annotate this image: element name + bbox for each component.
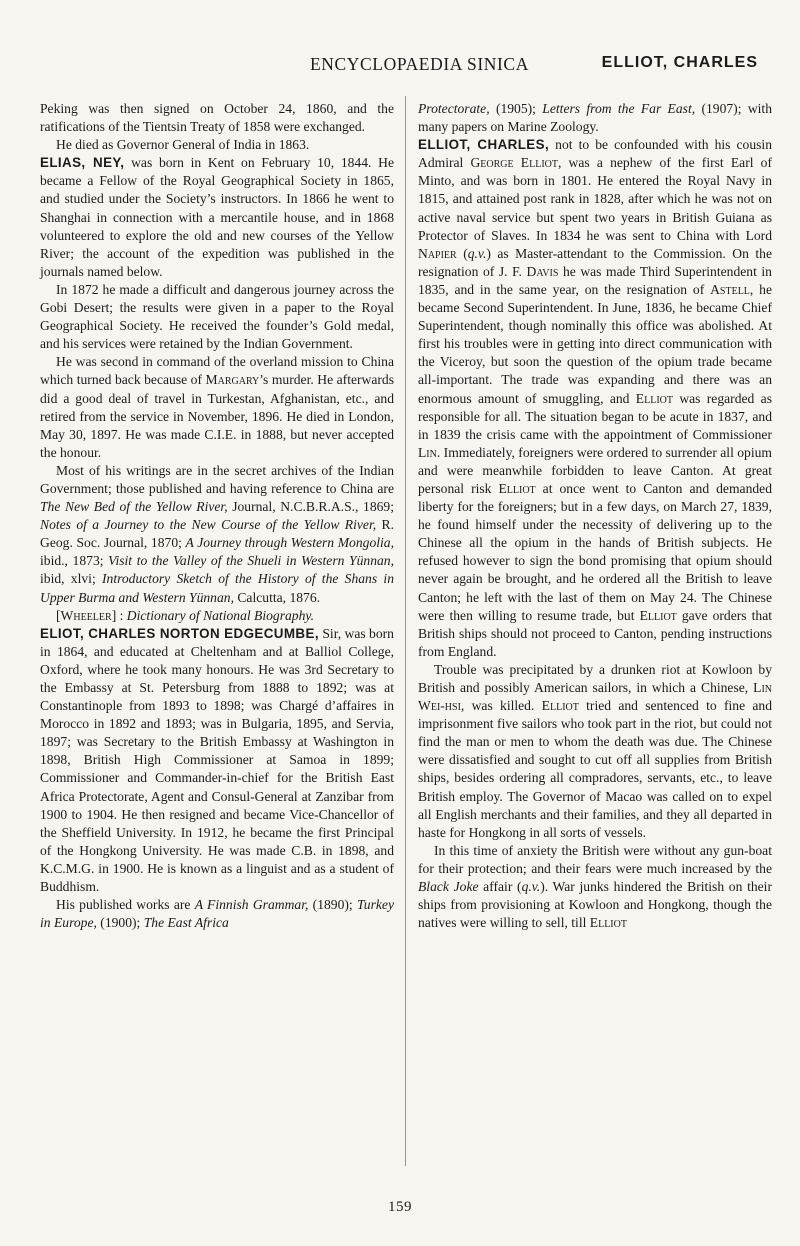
paragraph: In 1872 he made a difficult and dangerous journey across the Gobi Desert; the results were given in a paper to the Royal Geographical Society. He received the founder’s Gold medal, and his services were retained by the Indian Government. xyxy=(40,281,394,352)
work-title: Visit to the Valley of the Shueli in Western Yünnan, xyxy=(108,553,394,569)
work-title: The East Africa xyxy=(143,915,229,931)
continued-paragraph: Protectorate, (1905); Letters from the Far East, (1907); with many papers on Marine Zoology. xyxy=(418,101,772,135)
entry-headword: ELIOT, CHARLES NORTON EDGECUMBE, xyxy=(40,625,319,641)
name-reference: Davis xyxy=(526,263,559,279)
entry-headword: ELLIOT, CHARLES, xyxy=(418,137,550,153)
work-title: The New Bed of the Yellow River, xyxy=(40,499,228,515)
paragraph: He was second in command of the overland mission to China which turned back because of Margary’s murder. He afterwards did a good deal of travel in Turkestan, Afghanistan, etc., and retired from the service in November, 1896. He died in London, May 30, 1897. He was made C.I.E. in 1888, but never accepted the honour. xyxy=(40,354,394,460)
name-reference: Elliot xyxy=(498,480,536,496)
name-reference: Elliot xyxy=(589,915,627,931)
work-title: A Finnish Grammar, xyxy=(194,897,309,913)
paragraph: In this time of anxiety the British were without any gun-boat for their protection; and their fears were much increased by the Black Joke affair (q.v.). War junks hindered the British on their ships from provisioning at Kowloon and Hongkong, though the natives were willing to sell, till Elliot xyxy=(418,842,772,931)
cross-reference: Black Joke xyxy=(418,879,479,895)
name-reference: Astell xyxy=(710,281,750,297)
paragraph: Trouble was precipitated by a drunken riot at Kowloon by British and possibly American sailors, in which a Chinese, Lin Wei-hsi, was killed. Elliot tried and sentenced to fine and imprisonment five sailors who took part in the riot, but could not find the man or men to whom the death was due. The Chinese were dissatisfied and sought to cut off all supplies from British ships, besides ordering all compradores, servants, etc., to leave British employ. The Governor of Macao was called on to expel all English merchants and their families, and they all departed in haste for Hongkong in all sorts of vessels. xyxy=(418,661,773,840)
running-title: ENCYCLOPAEDIA SINICA xyxy=(310,54,529,74)
entry-elliot-charles: ELLIOT, CHARLES, not to be confounded with his cousin Admiral George Elliot, was a nephew of the first Earl of Minto, and was born in 1801. He entered the Royal Navy in 1815, and attained post rank in 1828, after which he was not on active naval service but spent two years in British Guiana as Protector of Slaves. In 1834 he was sent to China with Lord Napier (q.v.) as Master-attendant to the Commission. On the resignation of J. F. Davis he was made Third Superintendent in 1835, and in the same year, on the resignation of Astell, he became Second Superintendent. In June, 1836, he became Chief Superintendent, though nominally this office was abolished. At first his troubles were in getting into direct communication with the Viceroy, but soon the question of the opium trade became all-important. The trade was expanding and there was an enormous amount of smuggling, and Elliot was regarded as responsible for all. The situation began to be acute in 1837, and in 1839 the crisis came with the appointment of Commissioner Lin. Immediately, foreigners were ordered to surrender all opium and were meanwhile forbidden to leave Canton. At great personal risk Elliot at once went to Canton and demanded liberty for the foreigners; but in a few days, on March 27, 1839, he found himself under the necessity of delivering up to the Chinese all the opium in the hands of British subjects. He refused however to sign the bond promising that opium should never again be brought, and he ordered all the British to leave Canton; he left with the last of them on May 24. The Chinese were then willing to resume trade, but Elliot gave orders that British ships should not proceed to Canton, pending instructions from England. xyxy=(418,137,773,659)
page-number: 159 xyxy=(388,1199,412,1215)
running-header xyxy=(40,54,758,84)
running-headword: ELLIOT, CHARLES xyxy=(601,54,758,71)
paragraph: He died as Governor General of India in 1863. xyxy=(56,137,310,153)
entry-headword: ELIAS, NEY, xyxy=(40,155,125,171)
work-title: Introductory Sketch of the History of the Shans in Upper Burma and Western Yünnan, xyxy=(40,571,394,605)
name-reference: Margary xyxy=(205,372,260,388)
name-reference: Elliot xyxy=(639,607,677,623)
continued-paragraph: Peking was then signed on October 24, 1860, and the ratifications of the Tientsin Treaty of 1858 were exchanged. xyxy=(40,101,394,135)
name-reference: George Elliot xyxy=(470,155,558,171)
name-reference: Napier xyxy=(418,245,457,261)
column-divider xyxy=(405,96,406,1166)
work-title: Notes of a Journey to the New Course of the Yellow River, xyxy=(40,517,377,533)
right-column xyxy=(418,100,772,932)
name-reference: Lin Wei-hsi xyxy=(418,680,772,714)
name-reference: Lin xyxy=(418,444,437,460)
entry-eliot-charles-norton-edgecumbe: ELIOT, CHARLES NORTON EDGECUMBE, Sir, was born in 1864, and educated at Cheltenham and at Balliol College, Oxford, where he took many honours. He was 3rd Secretary to the Embassy at St. Petersburg from 1888 to 1892; was at Constantinople from 1893 to 1898; was Chargé d’affaires in Morocco in 1892 and 1893; was in Bulgaria, 1895, and Servia, 1897; was Secretary to the British Embassy at Washington in 1898, British High Commissioner at Samoa in 1899; Commissioner and Commander-in-chief for the British East Africa Protectorate, Agent and Consul-General at Zanzibar from 1900 to 1904. He then resigned and became Vice-Chancellor of the Sheffield University. In 1912, he became the first Principal of the Hongkong University. He was made C.B. in 1898, and K.C.M.G. in 1900. He is known as a linguist and as a student of Buddhism. xyxy=(40,625,394,895)
bibliography-paragraph: Most of his writings are in the secret archives of the Indian Government; those published and having reference to China are The New Bed of the Yellow River, Journal, N.C.B.R.A.S., 1869; Notes of a Journey to the New Course of the Yellow River, R. Geog. Soc. Journal, 1870; A Journey through Western Mongolia, ibid., 1873; Visit to the Valley of the Shueli in Western Yünnan, ibid, xlvi; Introductory Sketch of the History of the Shans in Upper Burma and Western Yünnan, Calcutta, 1876. xyxy=(40,462,394,605)
work-title: Turkey in Europe, xyxy=(40,897,394,931)
paragraph: His published works are A Finnish Grammar, (1890); Turkey in Europe, (1900); The East Africa xyxy=(40,897,394,931)
source-reference: [Wheeler] : Dictionary of National Biography. xyxy=(56,607,315,623)
name-reference: Elliot xyxy=(541,698,579,714)
left-column xyxy=(40,100,394,932)
work-title: A Journey through Western Mongolia, xyxy=(185,535,394,551)
entry-elias: ELIAS, NEY, was born in Kent on February 10, 1844. He became a Fellow of the Royal Geographical Society in 1865, and studied under the Society’s instructors. In 1866 he went to Shanghai in connection with a mercantile house, and in 1868 volunteered to explore the old and new courses of the Yellow River; the account of the expedition was published in the journals named below. xyxy=(40,155,394,279)
name-reference: Elliot xyxy=(635,390,673,406)
